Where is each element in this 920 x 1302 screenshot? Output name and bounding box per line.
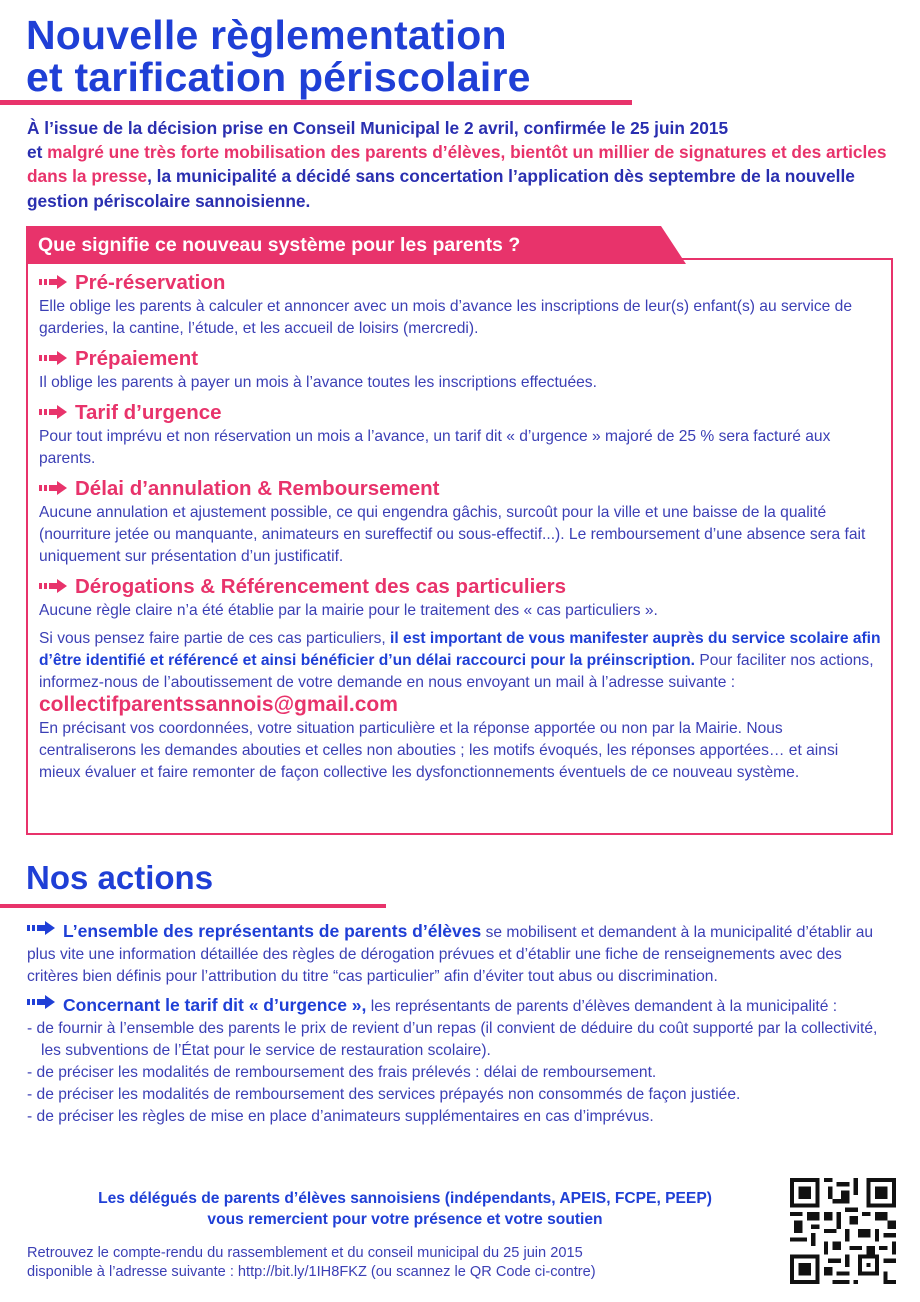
particular-after: Pour faciliter nos actions, informez-nous de l’aboutissement de votre demande en nous envoyant un mail à l’adresse suivante : <box>39 652 874 691</box>
page-title <box>26 14 531 98</box>
section-title-annulation: Délai d’annulation & Remboursement <box>39 476 884 502</box>
actions-content <box>27 920 887 1128</box>
arrow-right-icon <box>39 274 69 290</box>
section-text-annulation: Aucune annulation et ajustement possible, ce qui engendra gâchis, surcoût pour la ville et une baisse de la qualité (nourriture jetée ou manquante, animateurs en sureffectif ou sous-effectif...). Le remboursement d’une absence sera fait uniquement sur présentation d’un justificatif. <box>39 504 866 565</box>
action-item-2-lead: Concernant le tarif dit « d’urgence », <box>63 995 367 1015</box>
closing-paragraph: En précisant vos coordonnées, votre situation particulière et la réponse apportée ou non par la Mairie. Nous centraliserons les demandes abouties et celles non abouties ; les motifs évoqués, les réponses apportées… et ainsi mieux évaluer et faire remonter de façon collective les dysfonctionnements éventuels de ce nouveau système. <box>39 720 839 781</box>
intro-highlight: malgré une très forte mobilisation des parents d’élèves, bientôt un millier de signatures et des articles dans la presse <box>27 142 887 187</box>
arrow-right-icon <box>27 920 57 936</box>
footer-line-2[interactable]: disponible à l’adresse suivante : http://bit.ly/1IH8FKZ (ou scannez le QR Code ci-contre) <box>27 1264 596 1280</box>
action-item-2-text: les représentants de parents d’élèves demandent à la municipalité : <box>366 998 838 1015</box>
section-title-derogations: Dérogations & Référencement des cas particuliers <box>39 574 884 600</box>
section-banner-title: Que signifie ce nouveau système pour les parents ? <box>38 234 521 256</box>
parents-info-content <box>39 270 884 790</box>
particular-intro: Si vous pensez faire partie de ces cas particuliers, <box>39 630 391 647</box>
action-item-1 <box>27 920 887 988</box>
demand-item: - de préciser les modalités de remboursement des frais prélevés : délai de remboursement. <box>27 1064 657 1081</box>
arrow-right-icon <box>39 404 69 420</box>
demand-item: - de préciser les règles de mise en place d’animateurs supplémentaires en cas d’imprévus. <box>27 1108 654 1125</box>
footer-note <box>27 1244 747 1282</box>
intro-paragraph <box>27 116 897 213</box>
actions-heading: Nos actions <box>26 859 214 896</box>
title-line-2: et tarification périscolaire <box>26 54 531 100</box>
action-item-1-lead: L’ensemble des représentants de parents d’élèves <box>63 921 482 941</box>
section-title-tarif-urgence: Tarif d’urgence <box>39 400 884 426</box>
title-underline <box>0 100 632 105</box>
section-title-prereservation: Pré-réservation <box>39 270 884 296</box>
arrow-right-icon <box>27 994 57 1010</box>
section-text-derogations: Aucune règle claire n’a été établie par la mairie pour le traitement des « cas particuliers ». <box>39 602 658 619</box>
title-line-1: Nouvelle règlementation <box>26 12 507 58</box>
particular-cases-paragraph <box>39 628 884 718</box>
thanks-line-1: Les délégués de parents d’élèves sannoisiens (indépendants, APEIS, FCPE, PEEP) <box>98 1190 712 1207</box>
thanks-message <box>40 1188 770 1230</box>
arrow-right-icon <box>39 578 69 594</box>
intro-text-2-prefix: et <box>27 142 48 163</box>
section-text-prepaiement: Il oblige les parents à payer un mois à l’avance toutes les inscriptions effectuées. <box>39 374 597 391</box>
thanks-line-2: vous remercient pour votre présence et votre soutien <box>207 1211 603 1228</box>
section-text-prereservation: Elle oblige les parents à calculer et annoncer avec un mois d’avance les inscriptions de leur(s) enfant(s) au service de garderies, la cantine, l’étude, et les accueil de loisirs (mercredi). <box>39 298 853 337</box>
action-item-1-text: se mobilisent et demandent à la municipalité d’établir au plus vite une information détaillée des règles de dérogation prévues et d’établir une fiche de renseignements avec des critères bien définis pour l’attribution du titre “cas particulier” afin d’éviter tout abus ou discrimination. <box>27 924 874 985</box>
demand-item: - de fournir à l’ensemble des parents le prix de revient d’un repas (il convient de déduire du coût supporté par la collectivité, les subventions de l’État pour le service de restauration scolaire). <box>27 1020 878 1059</box>
particular-bold: il est important de vous manifester auprès du service scolaire afin d’être identifié et référencé et ainsi bénéficier d’un délai raccourci pour la préinscription. <box>39 630 881 669</box>
footer-line-1: Retrouvez le compte-rendu du rassemblement et du conseil municipal du 25 juin 2015 <box>27 1245 583 1261</box>
intro-text-1: À l’issue de la décision prise en Conseil Municipal le 2 avril, confirmée le 25 juin 2015 <box>27 118 729 138</box>
contact-email-link[interactable]: collectifparentssannois@gmail.com <box>39 693 398 716</box>
action-item-2 <box>27 994 887 1018</box>
qr-code-icon[interactable] <box>790 1178 896 1284</box>
actions-underline <box>0 904 386 908</box>
intro-text-2-suffix: , la municipalité a décidé sans concertation l’application dès septembre de la nouvelle gestion périscolaire sannoisienne. <box>27 166 855 211</box>
section-text-tarif-urgence: Pour tout imprévu et non réservation un mois a l’avance, un tarif dit « d’urgence » majoré de 25 % sera facturé aux parents. <box>39 428 831 467</box>
section-title-prepaiement: Prépaiement <box>39 346 884 372</box>
arrow-right-icon <box>39 480 69 496</box>
demand-item: - de préciser les modalités de remboursement des services prépayés non consommés de façon justiée. <box>27 1086 741 1103</box>
arrow-right-icon <box>39 350 69 366</box>
